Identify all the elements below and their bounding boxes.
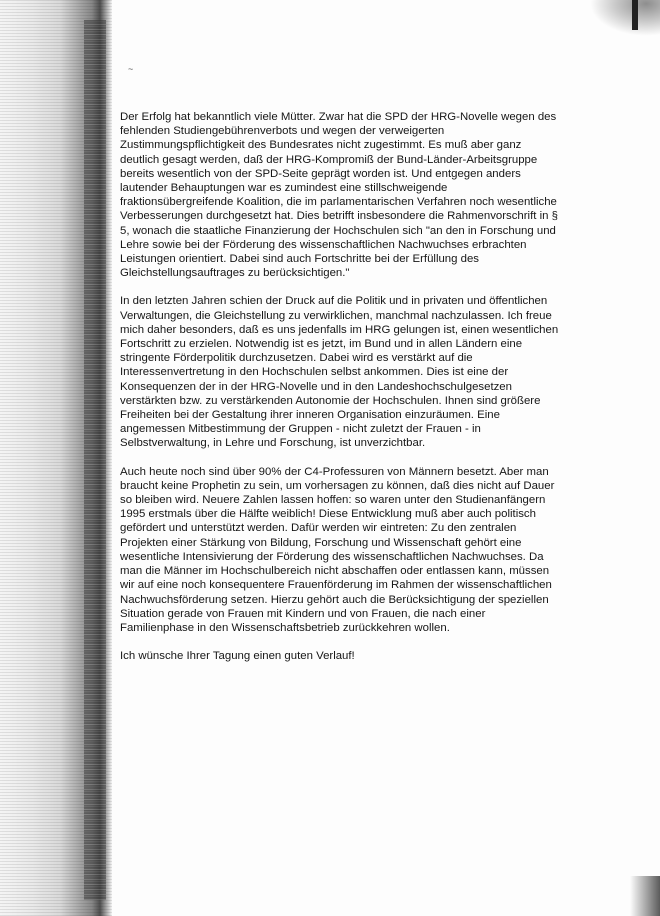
paragraph-3: Auch heute noch sind über 90% der C4-Professuren von Männern besetzt. Aber man braucht keine Prophetin zu sein, um vorhersagen zu können, daß dies nicht auf Dauer so bleiben wird. Neuere Zahlen lassen hoffen: so waren unter den Studienanfängern 1995 erstmals über die Hälfte weiblich! Diese Entwicklung muß aber auch politisch gefördert und unterstützt werden. Dafür werden wir eintreten: Zu den zentralen Projekten einer Stärkung von Bildung, Forschung und Wissenschaft gehört eine wesentliche Intensivierung der Förderung des wissenschaftlichen Nachwuchses. Da man die Männer im Hochschulbereich nicht abschaffen oder entlassen kann, müssen wir auf eine noch konsequentere Frauenförderung im Rahmen der wissenschaftlichen Nachwuchsförderung setzen. Hierzu gehört auch die Berücksichtigung der speziellen Situation gerade von Frauen mit Kindern und von Frauen, die nach einer Familienphase in den Wissenschaftsbetrieb zurückkehren wollen. <box>120 465 555 634</box>
paragraph-2: In den letzten Jahren schien der Druck auf die Politik und in privaten und öffentlichen Verwaltungen, die Gleichstellung zu verwirklichen, manchmal nachzulassen. Ich freue mich daher besonders, daß es uns jedenfalls im HRG gelungen ist, einen wesentlichen Fortschritt zu erzielen. Notwendig ist es jetzt, im Bund und in allen Ländern eine stringente Förderpolitik durchzusetzen. Dabei wird es verstärkt auf die Interessenvertretung in den Hochschulen selbst ankommen. Dies ist eine der Konsequenzen der in der HRG-Novelle und in den Landeshochschulgesetzen verstärkten bzw. zu verstärkenden Autonomie der Hochschulen. Ihnen sind größere Freiheiten bei der Gestaltung ihrer inneren Organisation einzuräumen. Eine angemessen Mitbestimmung der Gruppen - nicht zuletzt der Frauen - in Selbstverwaltung, in Lehre und Forschung, ist unverzichtbar. <box>120 295 559 450</box>
corner-mark: ~ <box>128 64 134 74</box>
scan-corner-bottom-right <box>630 876 660 916</box>
closing-line: Ich wünsche Ihrer Tagung einen guten Verlauf! <box>120 650 355 663</box>
paragraph-1: Der Erfolg hat bekanntlich viele Mütter. Zwar hat die SPD der HRG-Novelle wegen des fehlenden Studiengebührenverbots und wegen der verweigerten Zustimmungspflichtigkeit des Bundesrates nicht zugestimmt. Es muß aber ganz deutlich gesagt werden, daß der HRG-Kompromiß der Bund-Länder-Arbeitsgruppe bereits wesentlich von der SPD-Seite geprägt worden ist. Und entgegen anders lautender Behauptungen war es zumindest eine stillschweigende fraktionsübergreifende Koalition, die im parlamentarischen Verfahren noch wesentliche Verbesserungen durchgesetzt hat. Dies betrifft insbesondere die Rahmenvorschrift in § 5, wonach die staatliche Finanzierung der Hochschulen sich "an den in Forschung und Lehre sowie bei der Förderung des wissenschaftlichen Nachwuchses erbrachten Leistungen orientiert. Dabei sind auch Fortschritte bei der Erfüllung des Gleichstellungsauftrages zu berücksichtigen." <box>120 111 558 280</box>
scan-corner-bar <box>632 0 638 30</box>
letter-body <box>120 110 560 677</box>
scan-corner-top-right <box>590 0 660 36</box>
scan-shadow-streak <box>84 20 106 900</box>
